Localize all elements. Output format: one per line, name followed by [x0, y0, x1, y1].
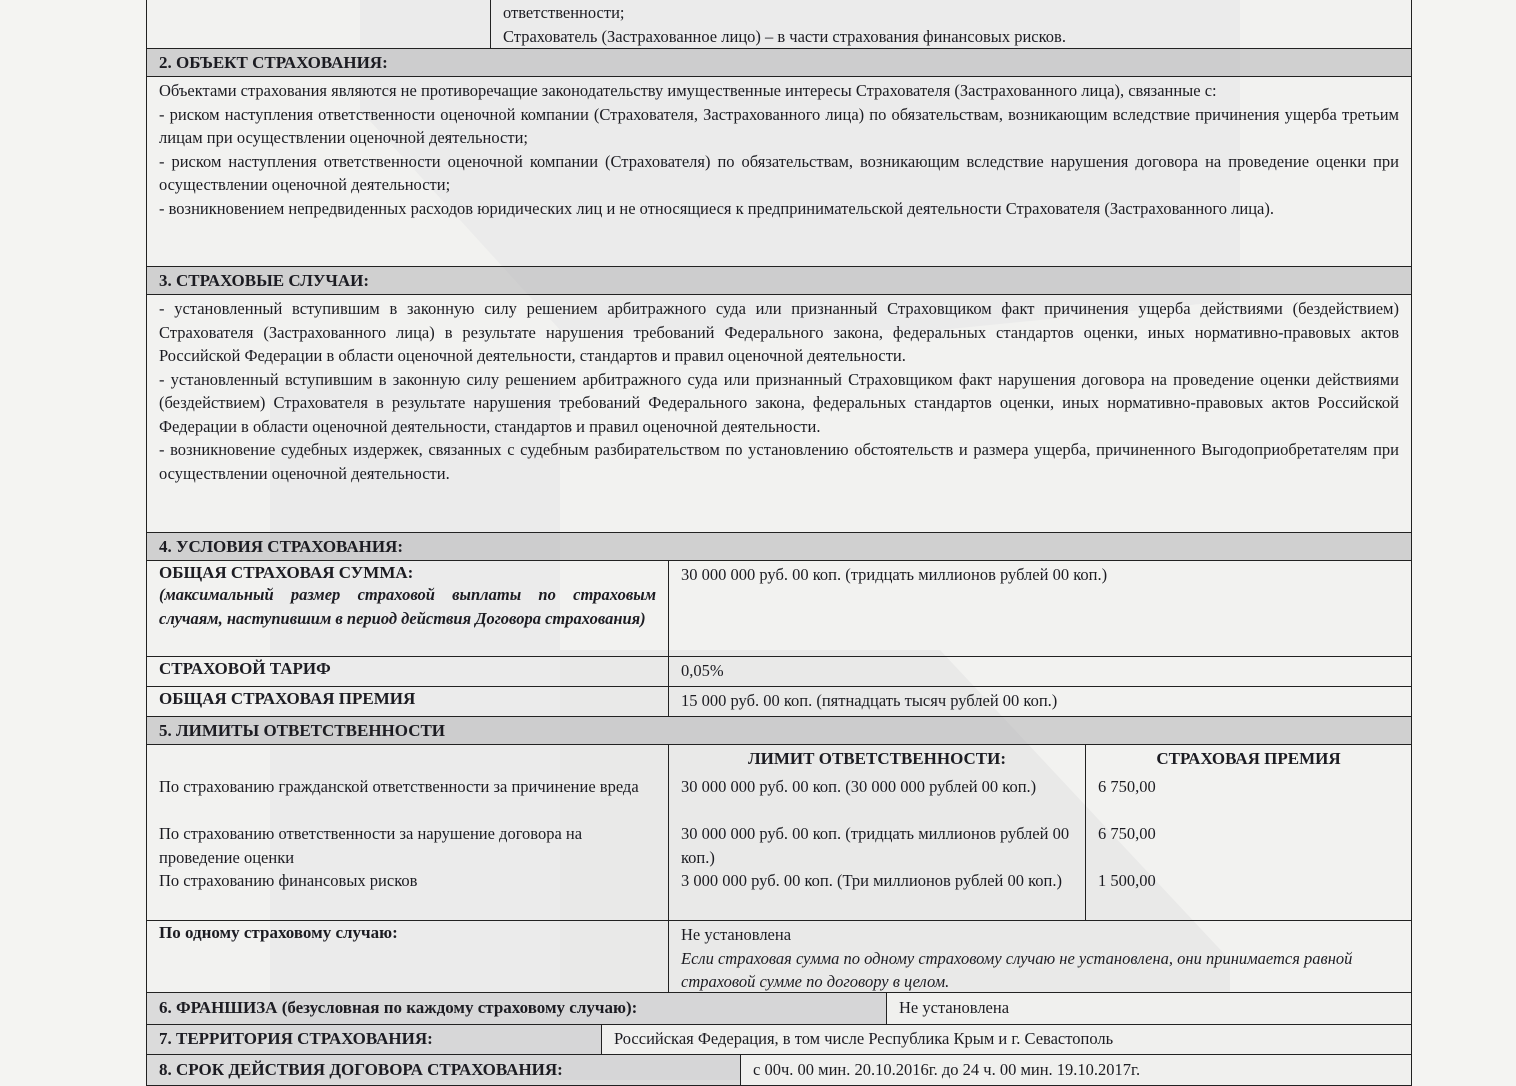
- limit-name: По страхованию финансовых рисков: [159, 871, 418, 890]
- section-5-title: 5. ЛИМИТЫ ОТВЕТСТВЕННОСТИ: [147, 717, 1411, 745]
- beneficiary-line-2: Страхователь (Застрахованное лицо) – в части страхования финансовых рисков.: [503, 26, 1066, 46]
- limit-column-header: ЛИМИТ ОТВЕТСТВЕННОСТИ:: [748, 749, 1006, 768]
- s2-paragraph: - возникновением непредвиденных расходов юридических лиц и не относящиеся к предпринимательской деятельности Страхователя (Застрахованного лица).: [159, 198, 1274, 218]
- limits-block: [147, 745, 1411, 921]
- tariff-row: [147, 657, 1411, 687]
- section-6-title-note: (безусловная по каждому страховому случаю):: [281, 998, 638, 1017]
- tariff-value: 0,05%: [681, 661, 724, 680]
- s2-paragraph: - риском наступления ответственности оценочной компании (Страхователя) по обязательствам, возникающим вследствие нарушения договора на проведение оценки при осуществлении оценочной деятельности;: [159, 151, 1399, 194]
- section-7-row: [147, 1025, 1411, 1055]
- limit-name: По страхованию гражданской ответственности за причинение вреда: [159, 777, 639, 796]
- section-7-title: 7. ТЕРРИТОРИЯ СТРАХОВАНИЯ:: [147, 1025, 602, 1054]
- section-3-title: 3. СТРАХОВЫЕ СЛУЧАИ:: [147, 267, 1411, 295]
- beneficiary-row: [147, 0, 1411, 49]
- limit-value: 30 000 000 руб. 00 коп. (30 000 000 рублей 00 коп.): [681, 777, 1037, 796]
- per-case-value: Не установлена: [681, 925, 792, 944]
- s3-paragraph: - установленный вступившим в законную силу решением арбитражного суда или признанный Страховщиком факт причинения ущерба действиями (бездействием) Страхователя (Застрахованного лица) в результате нарушения требований Федерального закона, федеральных стандартов оценки, иных нормативно-правовых актов Российской Федерации в области оценочной деятельности, стандартов и правил оценочной деятельности.: [159, 299, 1399, 365]
- section-8-title: 8. СРОК ДЕЙСТВИЯ ДОГОВОРА СТРАХОВАНИЯ:: [147, 1055, 741, 1085]
- policy-table: [146, 0, 1412, 1086]
- limit-value: 3 000 000 руб. 00 коп. (Три миллионов рублей 00 коп.): [681, 871, 1062, 890]
- tariff-label: СТРАХОВОЙ ТАРИФ: [147, 657, 669, 686]
- per-case-row: [147, 921, 1411, 993]
- section-6-title: 6. ФРАНШИЗА: [159, 998, 278, 1017]
- section-8-row: [147, 1055, 1411, 1085]
- per-case-note: Если страховая сумма по одному страховому случаю не установлена, они принимается равной страховой сумме по договору в целом.: [681, 948, 1353, 991]
- section-2-title: 2. ОБЪЕКТ СТРАХОВАНИЯ:: [147, 49, 1411, 77]
- limit-premium: 6 750,00: [1098, 777, 1156, 796]
- total-sum-note: (максимальный размер страховой выплаты по страховым случаям, наступившим в период действия Договора страхования): [159, 585, 656, 628]
- premium-column-header: СТРАХОВАЯ ПРЕМИЯ: [1156, 749, 1341, 768]
- total-sum-value: 30 000 000 руб. 00 коп. (тридцать миллионов рублей 00 коп.): [681, 565, 1108, 584]
- premium-row: [147, 687, 1411, 717]
- term-value: с 00ч. 00 мин. 20.10.2016г. до 24 ч. 00 мин. 19.10.2017г.: [741, 1055, 1411, 1085]
- per-case-label: По одному страховому случаю:: [147, 921, 669, 992]
- s3-paragraph: - установленный вступившим в законную силу решением арбитражного суда или признанный Страховщиком факт нарушения договора на проведение оценки действиями (бездействием) Страхователя в результате нарушения требований Федерального закона, федеральных стандартов оценки, иных нормативно-правовых актов Российской Федерации в области оценочной деятельности, стандартов и правил оценочной деятельности.: [159, 369, 1399, 436]
- limit-value: 30 000 000 руб. 00 коп. (тридцать миллионов рублей 00 коп.): [681, 824, 1070, 867]
- territory-value: Российская Федерация, в том числе Республика Крым и г. Севастополь: [602, 1025, 1411, 1054]
- premium-value: 15 000 руб. 00 коп. (пятнадцать тысяч рублей 00 коп.): [681, 691, 1058, 710]
- limit-name: По страхованию ответственности за нарушение договора на проведение оценки: [159, 824, 583, 867]
- section-2-body: [147, 77, 1411, 267]
- section-3-body: [147, 295, 1411, 533]
- s3-paragraph: - возникновение судебных издержек, связанных с судебным разбирательством по установлению обстоятельств и размера ущерба, причиненного Выгодоприобретателям при осуществлении оценочной деятельности.: [159, 440, 1399, 483]
- total-sum-label: ОБЩАЯ СТРАХОВАЯ СУММА:: [159, 563, 414, 582]
- section-6-row: [147, 993, 1411, 1025]
- beneficiary-line-1: ответственности;: [503, 3, 625, 22]
- limit-premium: 1 500,00: [1098, 871, 1156, 890]
- deductible-value: Не установлена: [887, 993, 1411, 1024]
- s2-paragraph: Объектами страхования являются не противоречащие законодательству имущественные интересы Страхователя (Застрахованного лица), связанные с:: [159, 81, 1217, 100]
- s2-paragraph: - риском наступления ответственности оценочной компании (Страхователя, Застрахованного лица) по обязательствам, возникающим вследствие причинения ущерба третьим лицам при осуществлении оценочной деятельности;: [159, 104, 1399, 147]
- total-sum-row: [147, 561, 1411, 657]
- premium-label: ОБЩАЯ СТРАХОВАЯ ПРЕМИЯ: [147, 687, 669, 716]
- section-4-title: 4. УСЛОВИЯ СТРАХОВАНИЯ:: [147, 533, 1411, 561]
- limit-premium: 6 750,00: [1098, 824, 1156, 843]
